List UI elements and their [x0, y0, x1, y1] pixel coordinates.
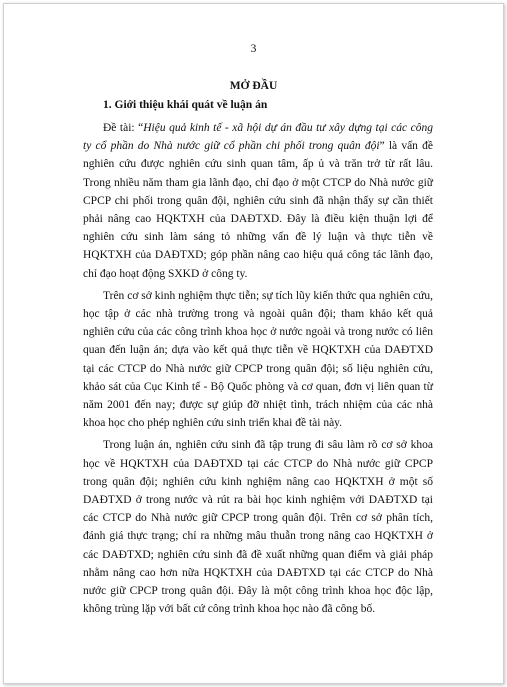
paragraph-3: Trong luận án, nghiên cứu sinh đã tập trung đi sâu làm rõ cơ sở khoa học về HQKTXH của DAĐTXD tại các CTCP do Nhà nước giữ CPCP trong quân đội; nghiên cứu kinh nghiệm nâng cao HQKTXH ở một số DAĐTXD ở trong nước và rút ra bài học kinh nghiệm với DAĐTXD tại các CTCP do Nhà nước giữ CPCP trong quân đội. Trên cơ sở phân tích, đánh giá thực trạng; chỉ ra những mâu thuẫn trong nâng cao HQKTXH ở các DAĐTXD; nghiên cứu sinh đã đề xuất những quan điểm và giải pháp nhằm nâng cao hơn nữa HQKTXH của DAĐTXD tại các CTCP do Nhà nước giữ CPCP trong quân đội. Đây là một công trình khoa học độc lập, không trùng lặp với bất cứ công trình khoa học nào đã công bố. — [83, 439, 433, 616]
thesis-topic: Hiệu quả kinh tế - xã hội dự án đầu tư xây dựng tại các công ty cổ phần do Nhà nước giữ cổ phần chi phối trong quân đội — [83, 122, 434, 153]
paragraph-2: Trên cơ sở kinh nghiệm thực tiễn; sự tích lũy kiến thức qua nghiên cứu, học tập ở các nhà trường trong và ngoài quân đội; tham khảo kết quả nghiên cứu của các công trình khoa học ở nước ngoài và trong nước có liên quan đến luận án; dựa vào kết quả thực tiễn về HQKTXH của DAĐTXD tại các CTCP do Nhà nước giữ CPCP trong quân đội; số liệu nghiên cứu, khảo sát của Cục Kinh tế - Bộ Quốc phòng và cơ quan, đơn vị liên quan từ năm 2001 đến nay; được sự giúp đỡ nhiệt tình, trách nhiệm của các nhà khoa học cho phép nghiên cứu sinh triển khai đề tài này. — [83, 289, 433, 430]
paragraph-1 — [83, 119, 433, 283]
paragraph-1-rest: ” là vấn đề nghiên cứu được nghiên cứu sinh quan tâm, ấp ủ và trăn trở từ rất lâu. Trong nhiều năm tham gia lãnh đạo, chỉ đạo ở một CTCP do Nhà nước giữ CPCP chi phối trong quân đội, nghiên cứu sinh đã nhận thấy sự cần thiết phải nâng cao HQKTXH của DAĐTXD. Đây là điều kiện thuận lợi để nghiên cứu sinh làm sáng tỏ những vấn đề lý luận và thực tiễn về HQKTXH của DAĐTXD; góp phần nâng cao hiệu quả công tác lãnh đạo, chỉ đạo hoạt động SXKD ở công ty. — [83, 140, 433, 280]
section-heading: 1. Giới thiệu khái quát về luận án — [103, 99, 268, 111]
body-text — [83, 119, 433, 618]
paragraph-1-lead: Đề tài: “ — [103, 122, 144, 134]
page-number: 3 — [250, 43, 257, 55]
chapter-heading: MỞ ĐẦU — [229, 80, 278, 92]
